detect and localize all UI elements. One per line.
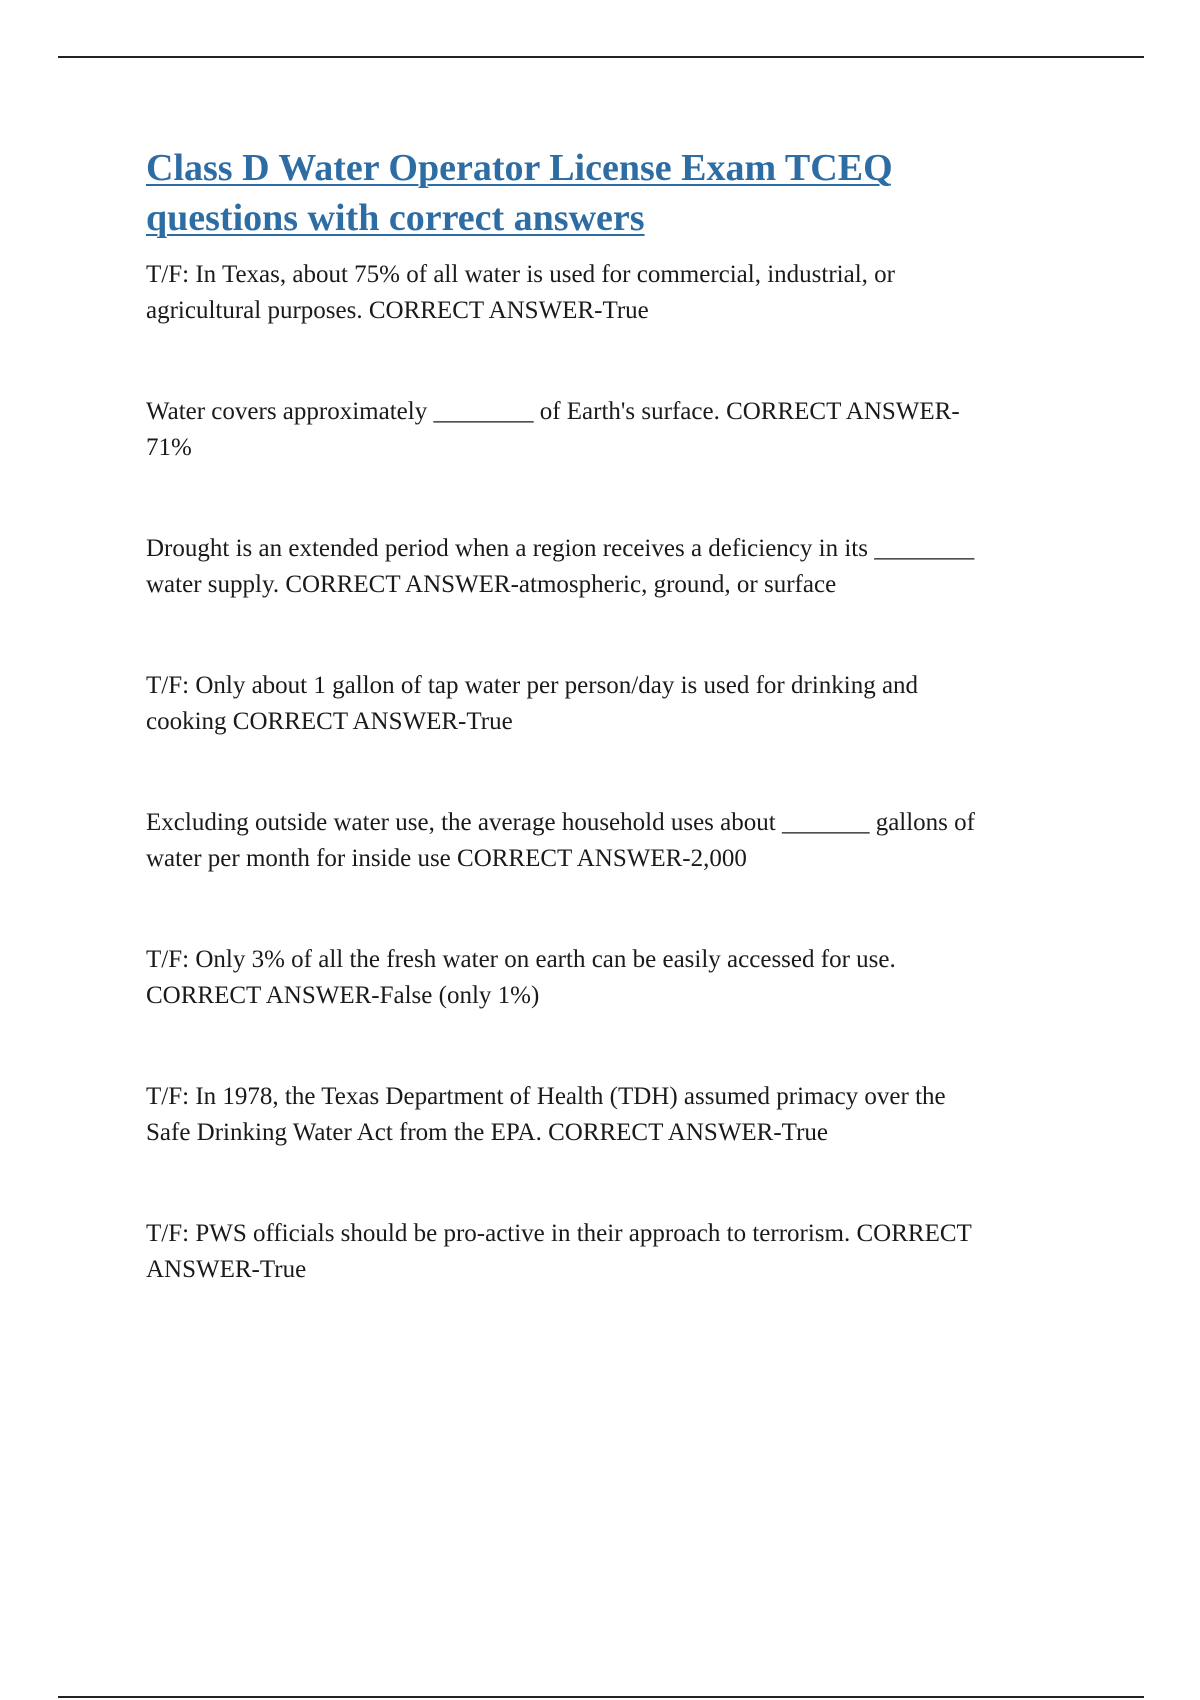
question-text-line: agricultural purposes. CORRECT ANSWER-True: [146, 297, 649, 324]
question-text-line: Excluding outside water use, the average household uses about _______ gallons of: [146, 809, 975, 836]
question-text-line: Safe Drinking Water Act from the EPA. CORRECT ANSWER-True: [146, 1119, 828, 1146]
question-text-line: T/F: In 1978, the Texas Department of Health (TDH) assumed primacy over the: [146, 1083, 946, 1110]
question-text-line: CORRECT ANSWER-False (only 1%): [146, 982, 540, 1009]
question-item: [146, 668, 1096, 740]
question-text-line: Water covers approximately ________ of Earth's surface. CORRECT ANSWER-: [146, 398, 960, 425]
question-item: [146, 805, 1096, 877]
footer-rule: [58, 1696, 1144, 1698]
question-text-line: ANSWER-True: [146, 1256, 307, 1283]
question-item: [146, 1079, 1096, 1151]
document-body: [146, 143, 1096, 1288]
question-item: [146, 394, 1096, 466]
question-text-line: Drought is an extended period when a region receives a deficiency in its ________: [146, 535, 975, 562]
question-text-line: T/F: PWS officials should be pro-active in their approach to terrorism. CORRECT: [146, 1220, 972, 1247]
question-text-line: T/F: In Texas, about 75% of all water is used for commercial, industrial, or: [146, 261, 895, 288]
question-text-line: T/F: Only 3% of all the fresh water on earth can be easily accessed for use.: [146, 946, 896, 973]
question-text-line: water supply. CORRECT ANSWER-atmospheric, ground, or surface: [146, 571, 837, 598]
title-line: Class D Water Operator License Exam TCEQ: [146, 147, 893, 189]
question-item: [146, 1216, 1096, 1288]
question-item: [146, 257, 1096, 329]
question-item: [146, 531, 1096, 603]
title-line: questions with correct answers: [146, 197, 645, 239]
question-text-line: T/F: Only about 1 gallon of tap water per person/day is used for drinking and: [146, 672, 919, 699]
document-title: [146, 143, 1096, 243]
question-text-line: water per month for inside use CORRECT ANSWER-2,000: [146, 845, 747, 872]
header-rule: [58, 56, 1144, 58]
question-item: [146, 942, 1096, 1014]
question-text-line: 71%: [146, 434, 192, 461]
question-text-line: cooking CORRECT ANSWER-True: [146, 708, 513, 735]
